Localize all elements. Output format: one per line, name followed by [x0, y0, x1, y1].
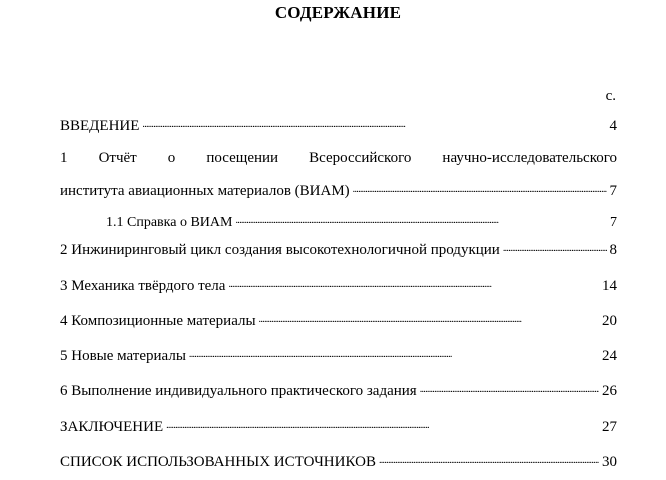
dot-leader — [503, 240, 607, 254]
toc-entry-page: 7 — [609, 183, 617, 199]
dot-leader — [259, 311, 599, 325]
toc-entry-page: 27 — [602, 419, 617, 435]
dot-leader — [228, 276, 599, 290]
dot-leader — [353, 181, 607, 195]
page-column-label: с. — [605, 88, 616, 104]
toc-entry-page: 8 — [609, 242, 617, 258]
toc-entry-page: 20 — [602, 313, 617, 329]
toc-entry-2[interactable] — [60, 240, 617, 260]
toc-entry-label: ВВЕДЕНИЕ — [60, 118, 140, 134]
toc-entry-conclusion[interactable] — [60, 417, 617, 437]
toc-entry-1-line1[interactable]: 1 Отчёт о посещении Всероссийского научно-исследовательского — [60, 150, 617, 166]
toc-entry-label: 4 Композиционные материалы — [60, 313, 256, 329]
dot-leader — [235, 212, 607, 226]
dot-leader — [420, 381, 599, 395]
toc-entry-label: 1.1 Справка о ВИАМ — [106, 215, 233, 230]
toc-entry-6[interactable] — [60, 381, 617, 401]
toc-entry-1-1[interactable] — [106, 212, 617, 232]
toc-entry-introduction[interactable] — [60, 116, 617, 136]
dot-leader — [379, 452, 599, 466]
toc-entry-label: 6 Выполнение индивидуального практического задания — [60, 383, 417, 399]
dot-leader — [189, 346, 599, 360]
toc-entry-label: института авиационных материалов (ВИАМ) — [60, 183, 350, 199]
dot-leader — [166, 417, 599, 431]
toc-entry-references[interactable] — [60, 452, 617, 472]
toc-entry-5[interactable] — [60, 346, 617, 366]
toc-entry-page: 4 — [609, 118, 617, 134]
toc-entry-4[interactable] — [60, 311, 617, 331]
toc-entry-label: 3 Механика твёрдого тела — [60, 278, 226, 294]
toc-entry-1[interactable] — [60, 181, 617, 201]
toc-entry-page: 14 — [602, 278, 617, 294]
toc-entry-label: 5 Новые материалы — [60, 348, 186, 364]
toc-entry-page: 30 — [602, 454, 617, 470]
page-title: СОДЕРЖАНИЕ — [274, 3, 402, 22]
toc-entry-label: СПИСОК ИСПОЛЬЗОВАННЫХ ИСТОЧНИКОВ — [60, 454, 376, 470]
toc-entry-page: 24 — [602, 348, 617, 364]
toc-entry-page: 26 — [602, 383, 617, 399]
toc-entry-3[interactable] — [60, 276, 617, 296]
toc-entry-label: ЗАКЛЮЧЕНИЕ — [60, 419, 164, 435]
dot-leader — [142, 116, 606, 130]
toc-entry-page: 7 — [610, 215, 617, 230]
toc-entry-label: 2 Инжиниринговый цикл создания высокотехнологичной продукции — [60, 242, 500, 258]
